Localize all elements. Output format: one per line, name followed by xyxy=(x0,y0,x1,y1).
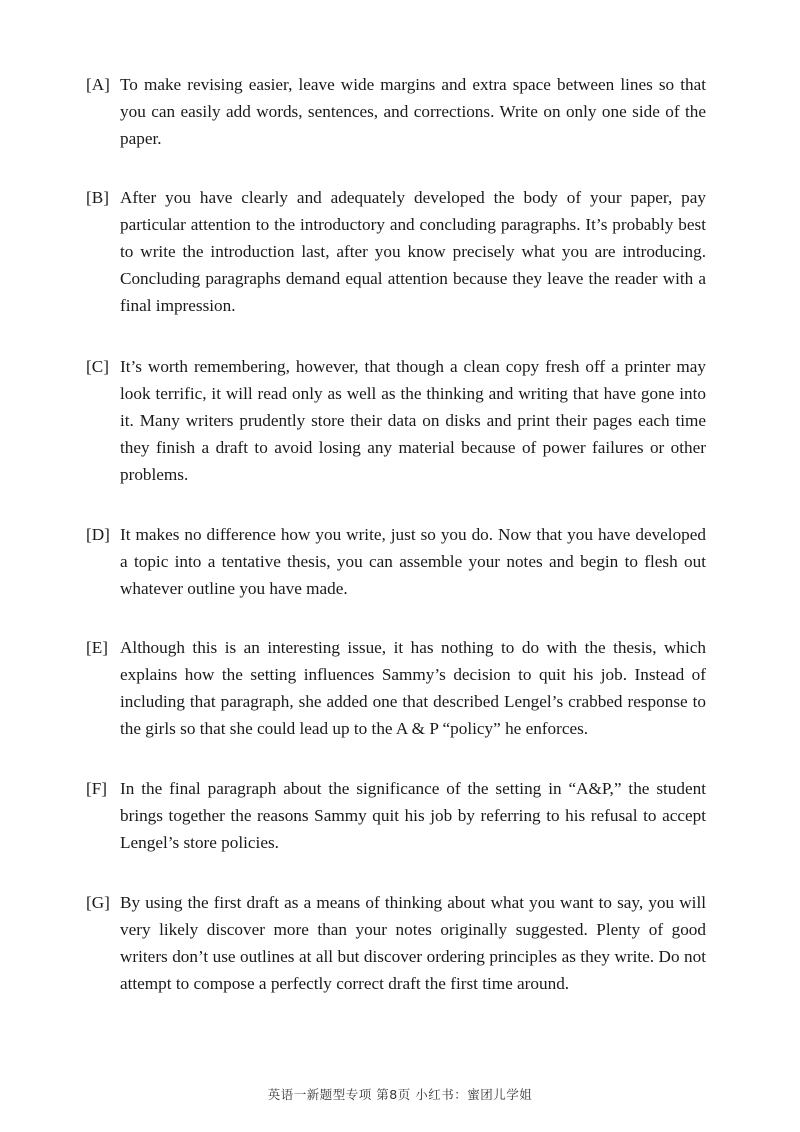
option-text: Although this is an interesting issue, it has nothing to do with the thesis, which explains how the setting influences Sammy’s decision to quit his job. Instead of including that paragraph, she added one that described Lengel’s crabbed response to the girls so that she could lead up to the A & P “policy” he enforces. xyxy=(120,638,706,738)
option-label: [A] xyxy=(86,75,110,94)
option-text: To make revising easier, leave wide margins and extra space between lines so that you can easily add words, sentences, and corrections. Write on only one side of the paper. xyxy=(120,75,706,148)
option-g xyxy=(86,889,706,997)
option-d xyxy=(86,521,706,602)
option-text: After you have clearly and adequately developed the body of your paper, pay particular attention to the introductory and concluding paragraphs. It’s probably best to write the introduction last, after you know precisely what you are introducing. Concluding paragraphs demand equal attention because they leave the reader with a final impression. xyxy=(120,188,706,315)
option-label: [E] xyxy=(86,638,108,657)
option-label: [D] xyxy=(86,525,110,544)
option-label: [C] xyxy=(86,357,109,376)
option-label: [G] xyxy=(86,893,110,912)
option-text: It’s worth remembering, however, that though a clean copy fresh off a printer may look terrific, it will read only as well as the thinking and writing that have gone into it. Many writers prudently store their data on disks and print their pages each time they finish a draft to avoid losing any material because of power failures or other problems. xyxy=(120,357,706,484)
option-text: By using the first draft as a means of thinking about what you want to say, you will very likely discover more than your notes originally suggested. Plenty of good writers don’t use outlines at all but discover ordering principles as they write. Do not attempt to compose a perfectly correct draft the first time around. xyxy=(120,893,706,993)
page-footer: 英语一新题型专项 第8页 小红书：蜜团儿学姐 xyxy=(267,1087,533,1102)
option-a xyxy=(86,71,706,152)
option-f xyxy=(86,775,706,856)
option-text: In the final paragraph about the significance of the setting in “A&P,” the student brings together the reasons Sammy quit his job by referring to his refusal to accept Lengel’s store policies. xyxy=(120,779,706,852)
option-text: It makes no difference how you write, just so you do. Now that you have developed a topic into a tentative thesis, you can assemble your notes and begin to flesh out whatever outline you have made. xyxy=(120,525,706,598)
option-label: [F] xyxy=(86,779,108,798)
option-e xyxy=(86,634,706,742)
option-label: [B] xyxy=(86,188,109,207)
option-b xyxy=(86,184,706,319)
option-c xyxy=(86,353,706,488)
